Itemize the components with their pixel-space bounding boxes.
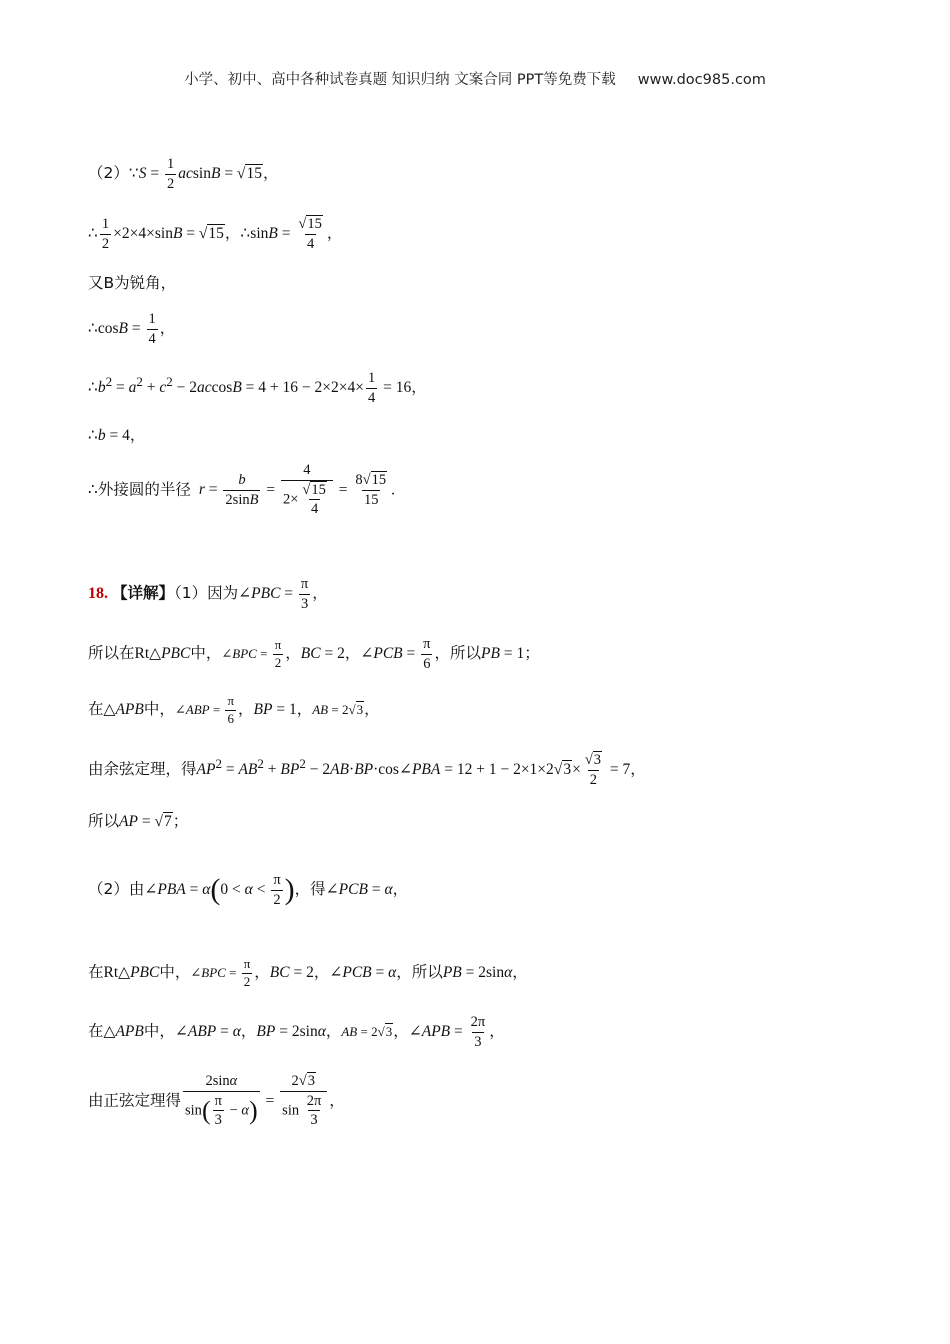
q18-line4: 由余弦定理，得$AP^2 = AB^2 + BP^2$ − 2AB·BP·cos∠PBA = 12 + 1 − 2×1×2√3× $\frac{√3}{2}$ = 7， xyxy=(88,752,646,788)
q18-line5: 所以AP = √7； xyxy=(88,812,189,830)
line-area-formula: （2）∵S = $\frac{1}{2}$ acsinB = √15， xyxy=(88,156,279,192)
line-b-squared: $\therefore b^2 = a^2 + c^2 - 2accosB = 4 + 16 - 2\times 2\times 4\times$ $\frac{1}{4}$ = 16， xyxy=(88,370,427,406)
line-acute: 又B为锐角， xyxy=(88,274,177,292)
header-text: 小学、初中、高中各种试卷真题 知识归纳 文案合同 PPT等免费下载 xyxy=(184,72,616,88)
page-header xyxy=(0,68,950,89)
q18-line8: 在△APB中，∠ABP = α，BP = 2sinα，AB = 2√3，∠APB = $\frac{2\pi}{3}$ ， xyxy=(88,1014,505,1050)
q18-header: 18. 【详解】（1）因为∠PBC = $\frac{\pi}{3}$ ， xyxy=(88,576,328,612)
line-b: ∴b = 4， xyxy=(88,426,146,444)
q18-line3: 在△APB中，∠ABP = $\frac{\pi}{6}$ ，BP = 1，AB = 2√3， xyxy=(88,693,380,726)
question-number: 18. xyxy=(88,584,108,602)
line-radius: ∴外接圆的半径 r = $\frac{b}{2\sin B}$ = 4 2× $\frac{√15}{4}$ = $\frac{8√15}{15}$ . xyxy=(88,462,395,518)
q18-line6: （2）由∠PBA = α(0 < α < $\frac{\pi}{2}$ )，得∠PCB = α， xyxy=(88,872,409,908)
q18-line2: 所以在Rt△PBC中，∠BPC = $\frac{\pi}{2}$ ，BC = 2，∠PCB = $\frac{\pi}{6}$ ，所以PB = 1； xyxy=(88,636,540,672)
q18-line9: 由正弦定理得 2sinα sin( $\frac{\pi}{3}$ − α) = 2√3 sin $\frac{2\pi}{3}$ ， xyxy=(88,1073,345,1129)
line-cosB: ∴cosB = $\frac{1}{4}$ ， xyxy=(88,311,176,347)
detail-tag: 【详解】 xyxy=(112,583,175,602)
header-site: www.doc985.com xyxy=(637,72,766,88)
line-sinB: ∴ $\frac{1}{2}$ ×2×4×sinB = √15，∴sinB = $\frac{√15}{4}$ ， xyxy=(88,216,343,252)
q18-line7: 在Rt△PBC中，∠BPC = $\frac{\pi}{2}$ ，BC = 2，∠PCB = α，所以PB = 2sinα， xyxy=(88,956,528,989)
